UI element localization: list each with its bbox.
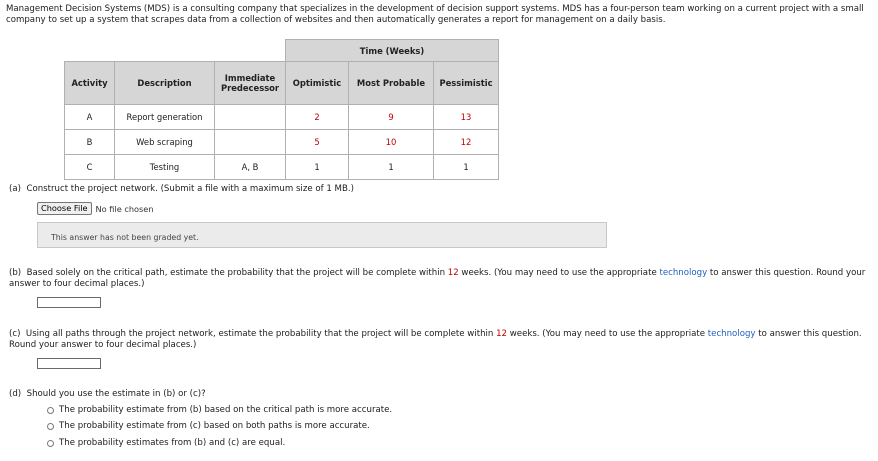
radio-button[interactable] — [47, 423, 54, 430]
question-b-text: weeks. (You may need to use the appropriate — [458, 268, 660, 278]
cell-pessimistic: 12 — [434, 130, 499, 155]
cell-pessimistic: 1 — [434, 155, 499, 180]
cell-predecessor — [215, 130, 286, 155]
header-activity: Activity — [65, 62, 115, 105]
file-upload — [37, 202, 154, 215]
technology-link[interactable]: technology — [707, 329, 756, 339]
question-c-label: (c) — [9, 329, 21, 339]
question-c-text: to answer this question. Round your answer to four decimal places.) — [9, 329, 862, 350]
option-label: The probability estimates from (b) and (c) are equal. — [59, 438, 286, 448]
question-c-text: Using all paths through the project network, estimate the probability that the project will be complete within — [25, 329, 497, 339]
question-c-text: weeks. (You may need to use the appropriate — [507, 329, 708, 339]
graded-notice: This answer has not been graded yet. — [37, 222, 607, 248]
question-d-text: Should you use the estimate in (b) or (c)? — [26, 389, 206, 399]
choose-file-button[interactable]: Choose File — [37, 202, 92, 215]
weeks-value: 12 — [496, 329, 508, 339]
answer-b-input[interactable] — [37, 297, 101, 308]
header-optimistic: Optimistic — [286, 62, 349, 105]
radio-button[interactable] — [47, 440, 54, 447]
cell-activity: C — [65, 155, 115, 180]
time-weeks-header: Time (Weeks) — [286, 40, 499, 62]
option-label: The probability estimate from (c) based on both paths is more accurate. — [59, 421, 370, 431]
question-a-label: (a) — [9, 184, 21, 194]
cell-most-probable: 1 — [349, 155, 434, 180]
option-label: The probability estimate from (b) based on the critical path is more accurate. — [59, 405, 393, 415]
header-pessimistic: Pessimistic — [434, 62, 499, 105]
cell-optimistic: 1 — [286, 155, 349, 180]
option-equal[interactable] — [47, 438, 285, 448]
cell-activity: B — [65, 130, 115, 155]
cell-description: Report generation — [115, 105, 215, 130]
cell-activity: A — [65, 105, 115, 130]
cell-optimistic: 5 — [286, 130, 349, 155]
option-both-paths[interactable] — [47, 421, 370, 431]
table-row — [65, 130, 499, 155]
header-most-probable: Most Probable — [349, 62, 434, 105]
cell-pessimistic: 13 — [434, 105, 499, 130]
cell-optimistic: 2 — [286, 105, 349, 130]
table-row — [65, 105, 499, 130]
cell-predecessor — [215, 105, 286, 130]
cell-description: Web scraping — [115, 130, 215, 155]
question-c — [9, 329, 869, 351]
header-predecessor: Immediate Predecessor — [215, 62, 286, 105]
activity-table — [64, 39, 499, 180]
question-b-text: Based solely on the critical path, estimate the probability that the project will be complete within — [26, 268, 448, 278]
cell-most-probable: 9 — [349, 105, 434, 130]
question-a — [9, 184, 354, 195]
table-row — [65, 155, 499, 180]
option-critical-path[interactable] — [47, 405, 392, 415]
cell-predecessor: A, B — [215, 155, 286, 180]
question-a-text: Construct the project network. (Submit a file with a maximum size of 1 MB.) — [26, 184, 354, 194]
question-b-label: (b) — [9, 268, 22, 278]
header-description: Description — [115, 62, 215, 105]
cell-most-probable: 10 — [349, 130, 434, 155]
answer-c-input[interactable] — [37, 358, 101, 369]
cell-description: Testing — [115, 155, 215, 180]
technology-link[interactable]: technology — [659, 268, 708, 278]
radio-button[interactable] — [47, 407, 54, 414]
question-b — [9, 268, 869, 290]
weeks-value: 12 — [447, 268, 459, 278]
question-d — [9, 389, 206, 400]
question-d-label: (d) — [9, 389, 22, 399]
no-file-label: No file chosen — [95, 203, 154, 214]
intro-text: Management Decision Systems (MDS) is a consulting company that specializes in the development of decision support systems. MDS has a four-person team working on a current project with a small company to set up a system that scrapes data from a collection of websites and then automatically generates a report for management on a daily basis. — [6, 4, 864, 25]
question-b-text: to answer this question. Round your answer to four decimal places.) — [9, 268, 866, 289]
